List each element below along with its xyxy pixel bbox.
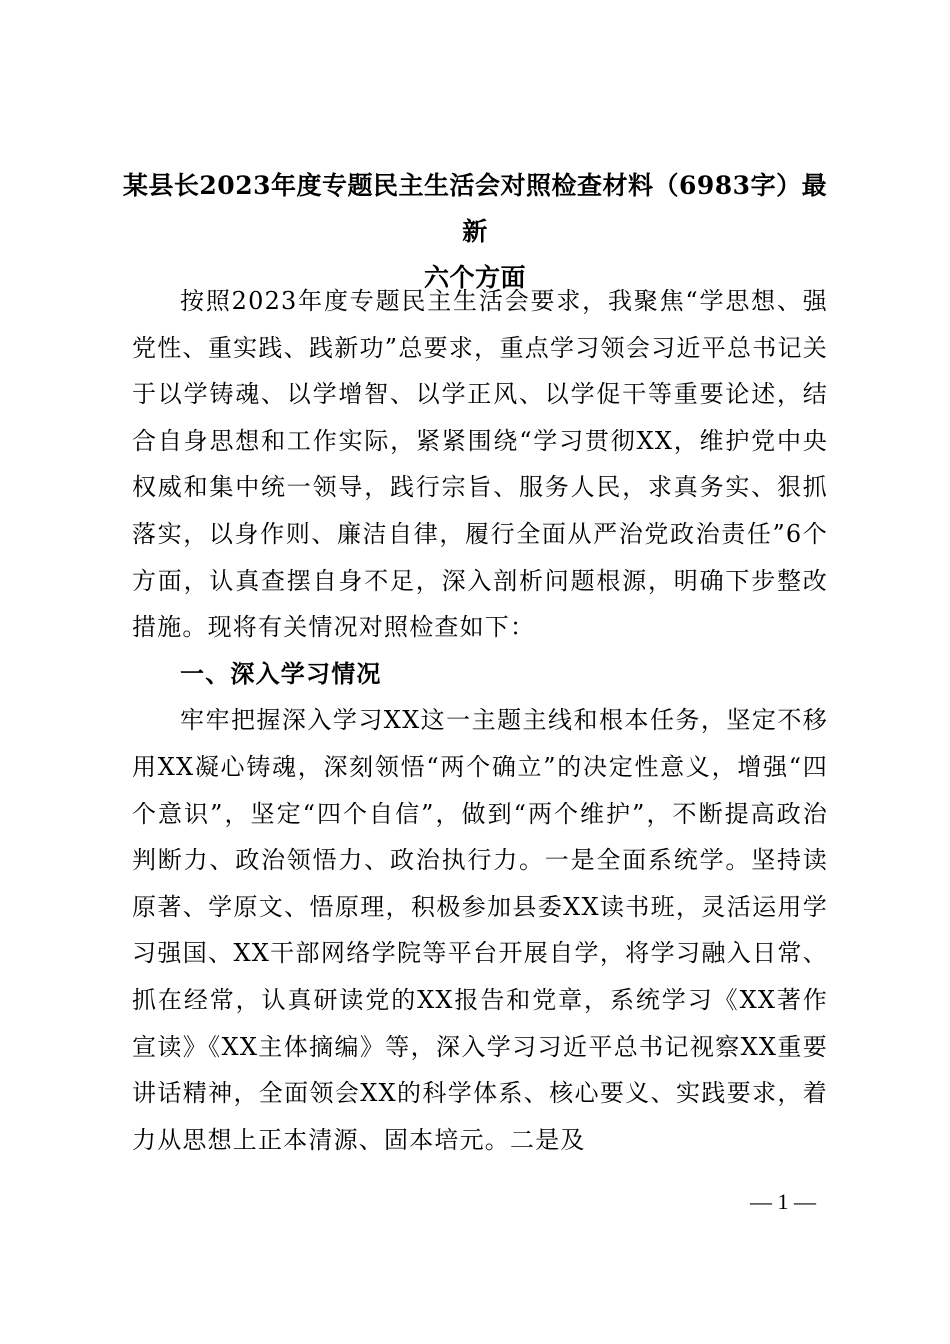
title-line-2: 六个方面 (423, 263, 526, 292)
document-body (132, 278, 828, 1163)
section-paragraph: 牢牢把握深入学习XX这一主题主线和根本任务，坚定不移用XX凝心铸魂，深刻领悟“两个确立”的决定性意义，增强“四个意识”，坚定“四个自信”，做到“两个维护”，不断提高政治判断力、政治领悟力、政治执行力。一是全面系统学。坚持读原著、学原文、悟原理，积极参加县委XX读书班，灵活运用学习强国、XX干部网络学院等平台开展自学，将学习融入日常、抓在经常，认真研读党的XX报告和党章，系统学习《XX著作宣读》《XX主体摘编》等，深入学习习近平总书记视察XX重要讲话精神，全面领会XX的科学体系、核心要义、实践要求，着力从思想上正本清源、固本培元。二是及 (132, 706, 828, 1154)
intro-paragraph: 按照2023年度专题民主生活会要求，我聚焦“学思想、强党性、重实践、践新功”总要求，重点学习领会习近平总书记关于以学铸魂、以学增智、以学正风、以学促干等重要论述，结合自身思想和工作实际，紧紧围绕“学习贯彻XX，维护党中央权威和集中统一领导，践行宗旨、服务人民，求真务实、狠抓落实，以身作则、廉洁自律，履行全面从严治党政治责任”6个方面，认真查摆自身不足，深入剖析问题根源，明确下步整改措施。现将有关情况对照检查如下： (132, 287, 828, 642)
section-heading: 一、深入学习情况 (180, 658, 382, 688)
page-number: — 1 — (750, 1189, 816, 1214)
title-line-1: 某县长2023年度专题民主生活会对照检查材料（6983字）最新 (122, 171, 828, 246)
